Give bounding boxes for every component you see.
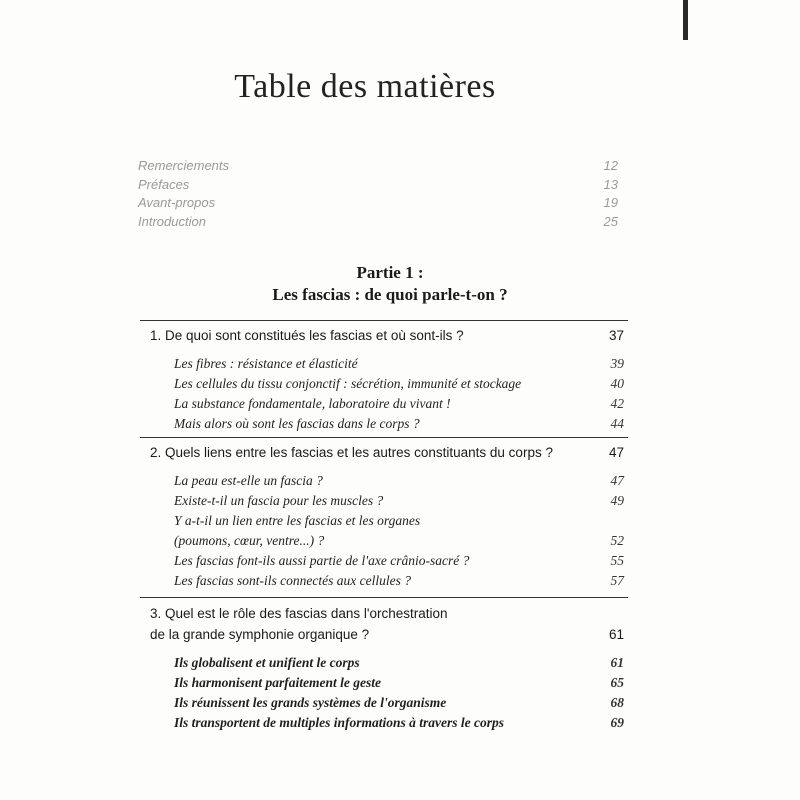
front-matter-label: Remerciements: [138, 158, 230, 173]
front-matter-item: [138, 195, 618, 214]
item-page: 49: [610, 493, 624, 508]
item-page: 52: [610, 533, 624, 548]
list-item: [150, 394, 624, 414]
list-item: [150, 374, 624, 394]
chapter-heading: [150, 603, 624, 645]
item-page: 42: [610, 396, 624, 411]
chapter-page: 47: [608, 445, 624, 460]
list-item: [150, 673, 624, 693]
item-page: 40: [610, 376, 624, 391]
page-title: Table des matières: [234, 68, 496, 105]
item-title: Ils transportent de multiples informations à travers le corps: [174, 715, 505, 730]
item-title: Existe-t-il un fascia pour les muscles ?: [174, 493, 384, 508]
item-title: Ils globalisent et unifient le corps: [174, 655, 360, 670]
list-item: [150, 693, 624, 713]
item-page: 55: [610, 553, 624, 568]
page-edge-mark: [683, 0, 688, 40]
chapter-title: 2. Quels liens entre les fascias et les autres constituants du corps ?: [150, 445, 553, 460]
front-matter-item: [138, 177, 618, 196]
chapter-section-1: [150, 325, 624, 434]
front-matter-label: Préfaces: [138, 176, 190, 192]
front-matter-page: 19: [603, 195, 618, 210]
front-matter-label: Introduction: [138, 213, 206, 229]
item-page: 61: [610, 655, 624, 670]
chapter-divider: [140, 437, 628, 438]
list-item: [150, 571, 624, 591]
front-matter-page: 13: [603, 176, 618, 192]
chapter-section-3: [150, 603, 624, 733]
item-page: 39: [610, 356, 624, 371]
front-matter-page: 25: [603, 213, 618, 229]
chapter-title: 3. Quel est le rôle des fascias dans l'orchestration de la grande symphonie organique ?: [150, 606, 448, 642]
item-title: Y a-t-il un lien entre les fascias et les organes (poumons, cœur, ventre...) ?: [174, 513, 421, 548]
list-item: [150, 713, 624, 733]
item-title: Les fibres : résistance et élasticité: [174, 356, 358, 371]
part-heading: [0, 262, 780, 306]
front-matter-item: [138, 214, 618, 233]
chapter-items: [150, 653, 624, 733]
item-page: 65: [610, 675, 624, 690]
chapter-section-2: [150, 442, 624, 591]
item-title: Les fascias font-ils aussi partie de l'axe crânio-sacré ?: [174, 553, 470, 568]
list-item: [150, 511, 624, 551]
list-item: [150, 551, 624, 571]
chapter-title: 1. De quoi sont constitués les fascias et où sont-ils ?: [150, 328, 464, 343]
item-title: Ils harmonisent parfaitement le geste: [174, 675, 382, 690]
chapter-heading: [150, 442, 624, 463]
item-page: 69: [610, 715, 624, 730]
item-page: 47: [610, 473, 624, 488]
chapter-page: 61: [608, 627, 624, 642]
front-matter-label: Avant-propos: [138, 195, 216, 210]
chapter-items: [150, 354, 624, 434]
front-matter-list: [138, 158, 618, 232]
item-page: 44: [610, 416, 624, 431]
front-matter-item: [138, 158, 618, 177]
part-label: Partie 1 :: [356, 263, 424, 282]
list-item: [150, 354, 624, 374]
item-title: Mais alors où sont les fascias dans le corps ?: [174, 416, 420, 431]
list-item: [150, 414, 624, 434]
item-title: Ils réunissent les grands systèmes de l'organisme: [174, 695, 447, 710]
part-title: Les fascias : de quoi parle-t-on ?: [272, 285, 508, 304]
item-title: Les fascias sont-ils connectés aux cellules ?: [174, 573, 411, 588]
chapter-heading: [150, 325, 624, 346]
chapter-divider: [140, 320, 628, 321]
item-page: 57: [610, 573, 624, 588]
item-title: La substance fondamentale, laboratoire du vivant !: [174, 396, 451, 411]
chapter-page: 37: [608, 328, 624, 343]
item-title: La peau est-elle un fascia ?: [174, 473, 323, 488]
item-title: Les cellules du tissu conjonctif : sécrétion, immunité et stockage: [174, 376, 522, 391]
front-matter-page: 12: [603, 158, 618, 173]
list-item: [150, 471, 624, 491]
list-item: [150, 491, 624, 511]
chapter-divider: [140, 597, 628, 598]
list-item: [150, 653, 624, 673]
chapter-items: [150, 471, 624, 591]
item-page: 68: [610, 695, 624, 710]
